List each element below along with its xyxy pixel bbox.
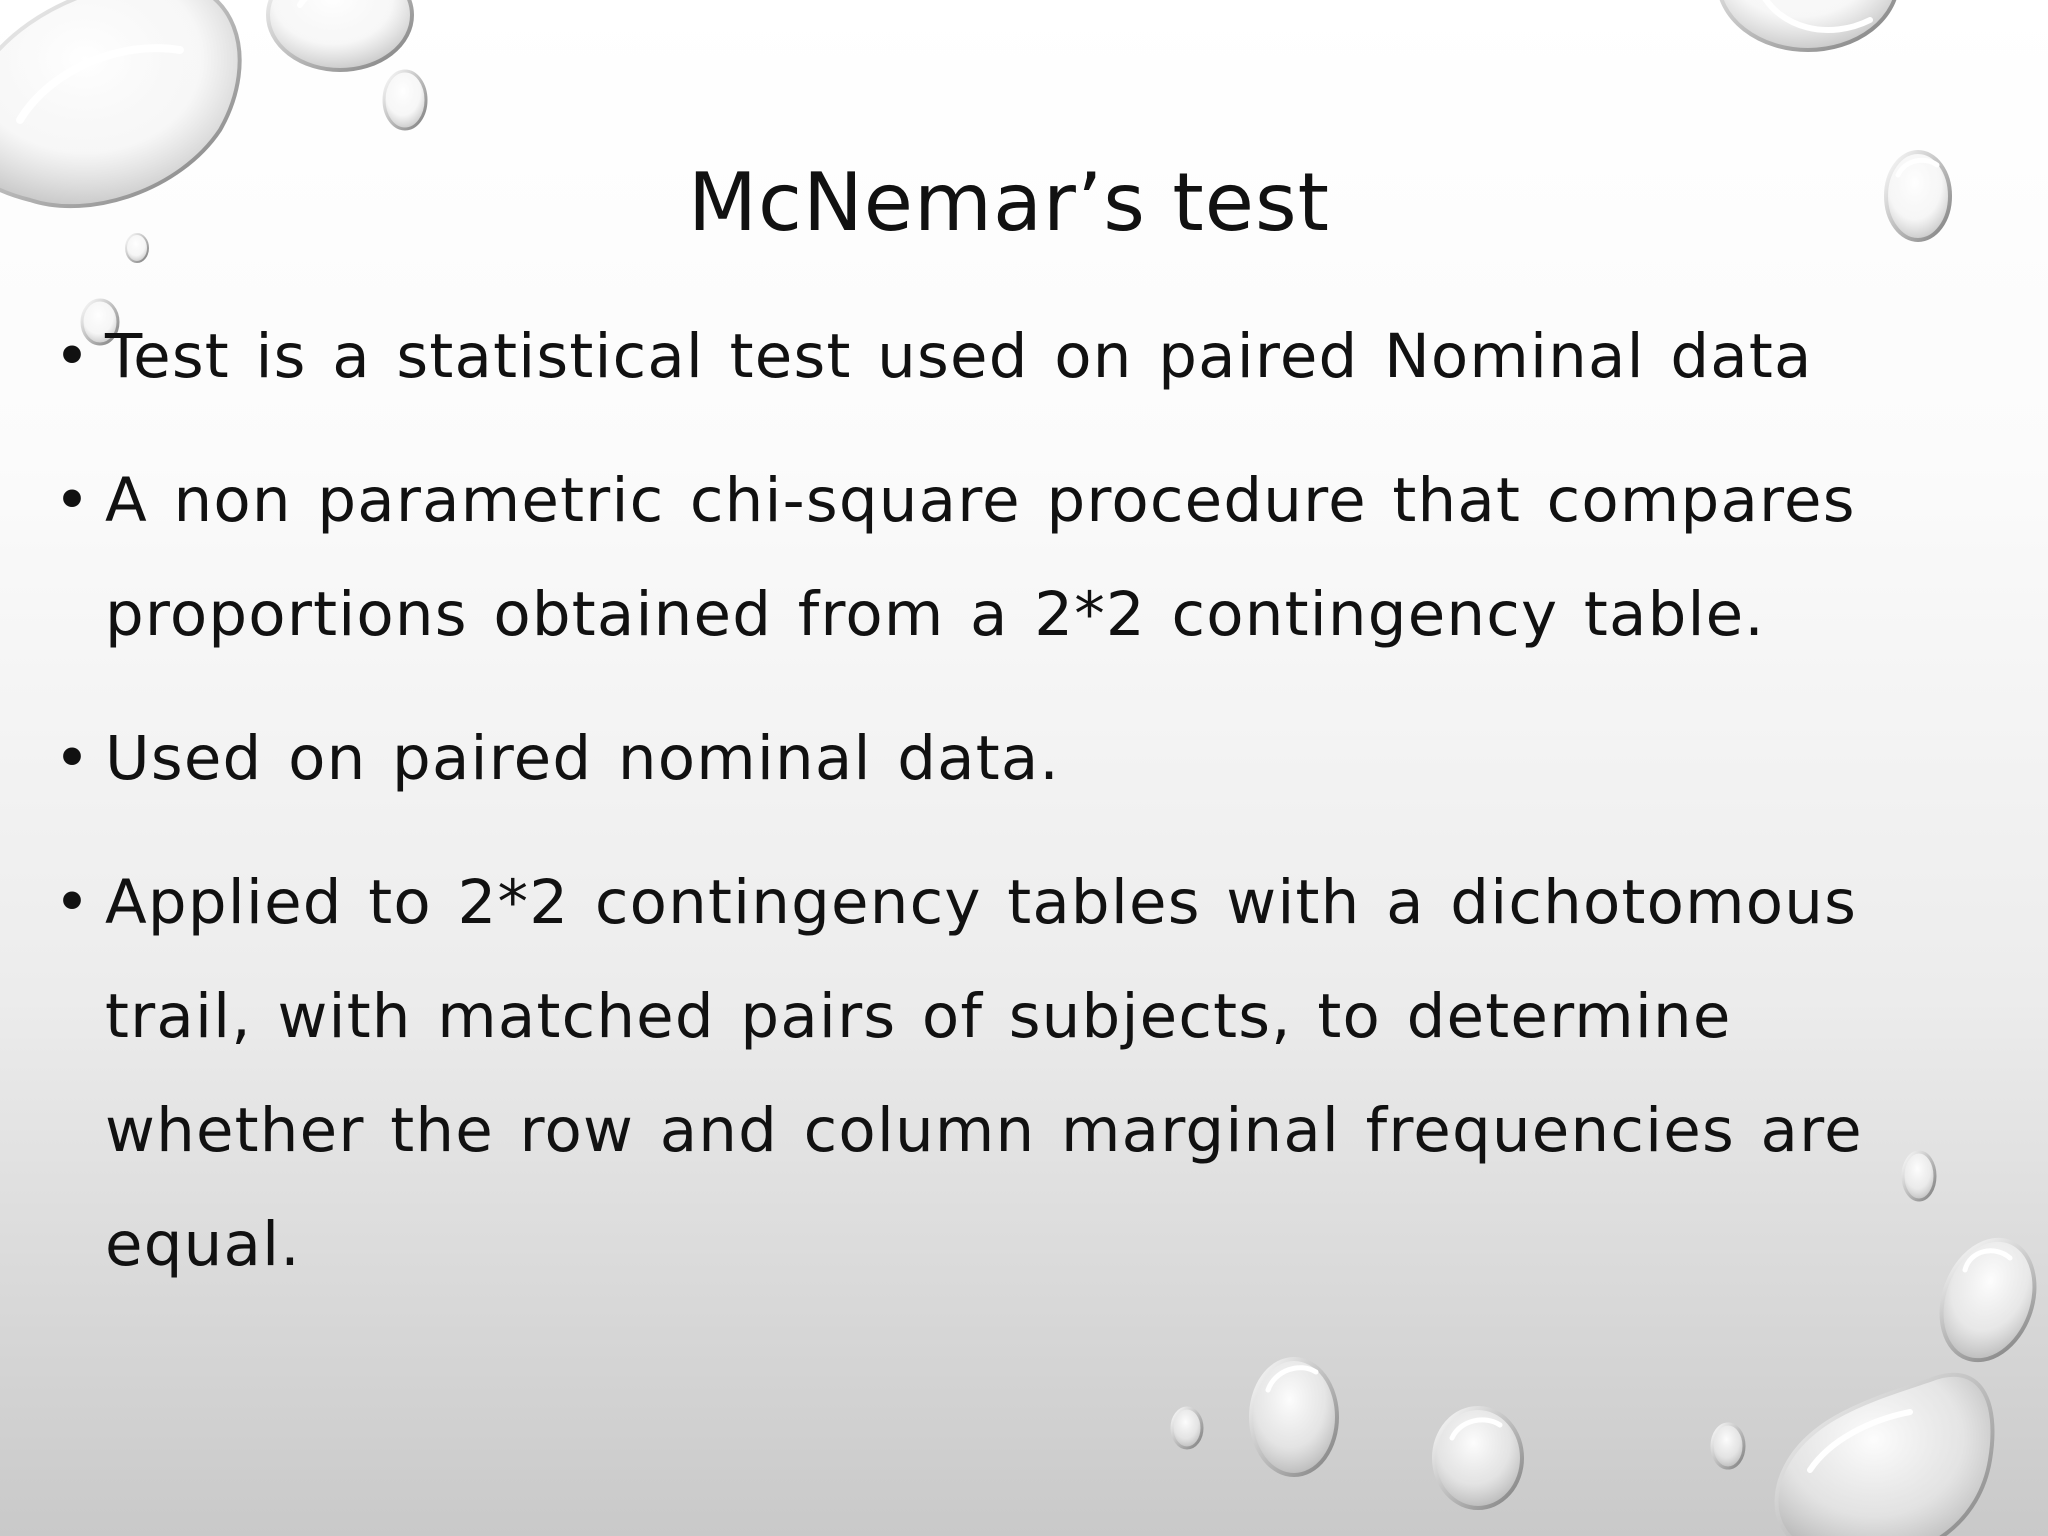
bullet-icon: •	[54, 723, 92, 794]
bullet-text: Used on paired nominal data.	[105, 723, 1060, 794]
water-drop	[384, 71, 426, 129]
slide-title: McNemar’s test	[687, 156, 1331, 249]
bullet-item	[52, 702, 2012, 816]
bullet-icon: •	[54, 321, 92, 392]
bullet-item	[52, 846, 2012, 1302]
water-drop	[1172, 1408, 1202, 1448]
bullet-item	[52, 444, 2012, 672]
water-drop	[1251, 1359, 1337, 1475]
bullet-text: Test is a statistical test used on paired Nominal data	[105, 321, 1813, 392]
water-drop	[1434, 1408, 1522, 1508]
water-drop	[1718, 0, 1898, 50]
bullet-icon: •	[54, 867, 92, 938]
bullet-item	[52, 300, 2012, 414]
bullet-icon: •	[54, 465, 92, 536]
bullet-text: A non parametric chi-square procedure that compares proportions obtained from a 2*2 contingency table.	[105, 465, 1856, 650]
water-drop	[268, 0, 412, 70]
water-drop	[1777, 1375, 1993, 1536]
bullet-text: Applied to 2*2 contingency tables with a dichotomous trail, with matched pairs of subjects, to determine whether the row and column marginal frequencies are equal.	[105, 867, 1863, 1280]
bullet-list	[52, 300, 2012, 1332]
water-drop	[1712, 1424, 1744, 1468]
